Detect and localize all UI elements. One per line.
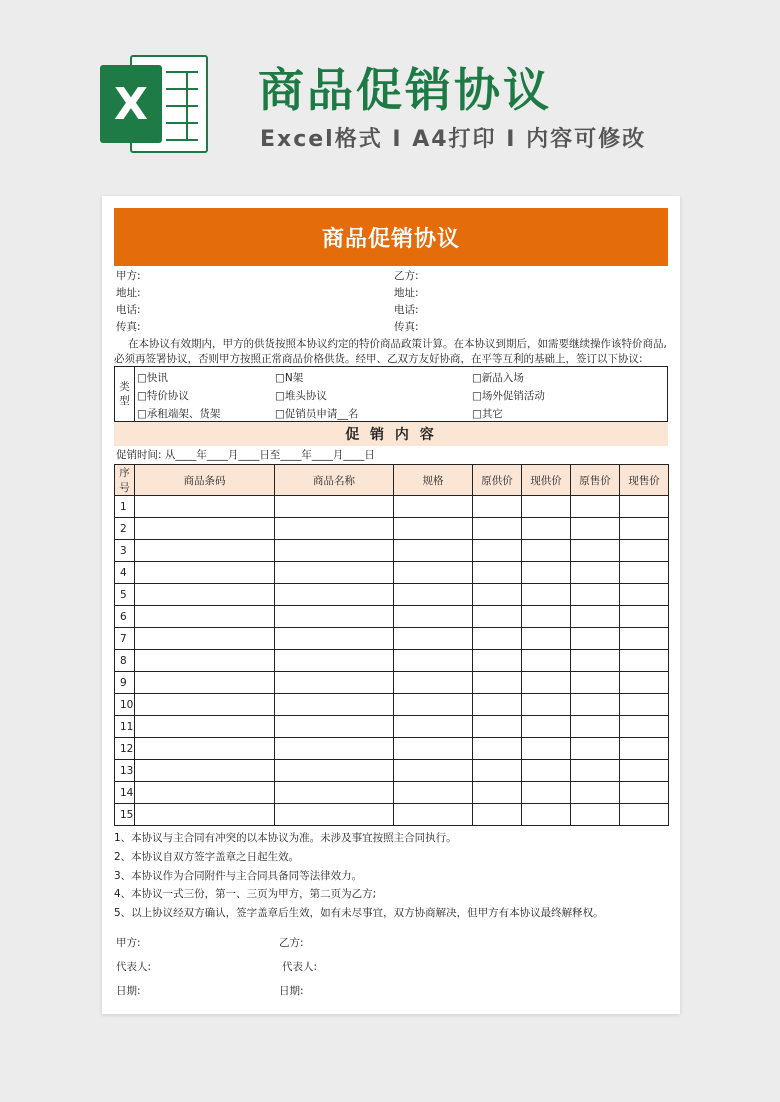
table-cell[interactable]: [522, 628, 571, 650]
table-cell[interactable]: [473, 606, 522, 628]
table-cell[interactable]: [620, 694, 669, 716]
table-cell[interactable]: [135, 650, 275, 672]
table-cell[interactable]: [571, 804, 620, 826]
table-cell[interactable]: [571, 628, 620, 650]
table-cell[interactable]: [620, 628, 669, 650]
col-header: 商品条码: [135, 465, 275, 496]
col-header: 原供价: [473, 465, 522, 496]
table-row: [115, 804, 669, 826]
table-cell[interactable]: [473, 716, 522, 738]
table-cell[interactable]: [135, 782, 275, 804]
row-number: 14: [115, 782, 135, 804]
table-cell[interactable]: [135, 716, 275, 738]
col-header: 序号: [115, 465, 135, 496]
table-row: [115, 562, 669, 584]
table-cell[interactable]: [394, 562, 473, 584]
row-number: 7: [115, 628, 135, 650]
table-cell[interactable]: [620, 584, 669, 606]
table-cell[interactable]: [135, 606, 275, 628]
col-header: 规格: [394, 465, 473, 496]
table-cell[interactable]: [620, 782, 669, 804]
table-cell[interactable]: [571, 562, 620, 584]
table-cell[interactable]: [275, 606, 394, 628]
table-cell[interactable]: [473, 628, 522, 650]
col-header: 原售价: [571, 465, 620, 496]
promotion-type-box: [114, 366, 668, 422]
table-cell[interactable]: [275, 694, 394, 716]
col-header: 现供价: [522, 465, 571, 496]
table-cell[interactable]: [522, 584, 571, 606]
page-subtitle: Excel格式 I A4打印 I 内容可修改: [260, 127, 647, 152]
table-cell[interactable]: [522, 760, 571, 782]
table-cell[interactable]: [620, 562, 669, 584]
table-cell[interactable]: [620, 760, 669, 782]
table-cell[interactable]: [275, 782, 394, 804]
table-cell[interactable]: [571, 694, 620, 716]
row-number: 11: [115, 716, 135, 738]
table-cell[interactable]: [571, 716, 620, 738]
product-table: [114, 464, 669, 826]
table-cell[interactable]: [571, 496, 620, 518]
table-cell[interactable]: [394, 782, 473, 804]
party-b-fax: 传真:: [394, 321, 419, 333]
row-number: 3: [115, 540, 135, 562]
table-cell[interactable]: [571, 518, 620, 540]
table-cell[interactable]: [571, 760, 620, 782]
table-cell[interactable]: [394, 650, 473, 672]
table-cell[interactable]: [571, 782, 620, 804]
table-cell[interactable]: [473, 804, 522, 826]
table-cell[interactable]: [135, 628, 275, 650]
term-item: 5、以上协议经双方确认，签字盖章后生效，如有未尽事宜，双方协商解决，但甲方有本协议最终解释权。: [114, 907, 604, 919]
table-cell[interactable]: [473, 540, 522, 562]
table-cell[interactable]: [275, 584, 394, 606]
document-page: [102, 196, 680, 1014]
table-cell[interactable]: [394, 540, 473, 562]
table-cell[interactable]: [473, 694, 522, 716]
table-cell[interactable]: [275, 716, 394, 738]
party-a-address: 地址:: [116, 287, 141, 299]
option-special-price-checkbox[interactable]: □特价协议: [137, 390, 189, 402]
row-number: 15: [115, 804, 135, 826]
table-cell[interactable]: [135, 694, 275, 716]
table-cell[interactable]: [473, 518, 522, 540]
sign-date-b: 日期:: [279, 985, 304, 997]
option-n-shelf-checkbox[interactable]: □N架: [275, 372, 304, 384]
table-row: [115, 518, 669, 540]
intro-line-1: 在本协议有效期内，甲方的供货按照本协议约定的特价商品政策计算。在本协议到期后，如需要继续操作该特价商品,: [128, 338, 667, 350]
row-number: 13: [115, 760, 135, 782]
table-cell[interactable]: [394, 694, 473, 716]
table-cell[interactable]: [394, 760, 473, 782]
table-cell[interactable]: [275, 518, 394, 540]
table-cell[interactable]: [135, 562, 275, 584]
table-cell[interactable]: [135, 760, 275, 782]
table-cell[interactable]: [275, 760, 394, 782]
table-row: [115, 760, 669, 782]
party-b-address: 地址:: [394, 287, 419, 299]
table-cell[interactable]: [522, 650, 571, 672]
excel-x-mark: X: [100, 65, 162, 143]
page-title: 商品促销协议: [258, 63, 552, 117]
table-cell[interactable]: [275, 562, 394, 584]
table-cell[interactable]: [135, 518, 275, 540]
table-cell[interactable]: [394, 804, 473, 826]
term-item: 2、本协议自双方签字盖章之日起生效。: [114, 851, 300, 863]
table-row: [115, 694, 669, 716]
table-cell[interactable]: [394, 716, 473, 738]
table-cell[interactable]: [522, 606, 571, 628]
table-cell[interactable]: [571, 606, 620, 628]
table-cell[interactable]: [571, 540, 620, 562]
option-lease-shelf-checkbox[interactable]: □承租端架、货架: [137, 408, 221, 420]
table-row: [115, 672, 669, 694]
table-cell[interactable]: [275, 804, 394, 826]
table-header-row: [115, 465, 669, 496]
table-cell[interactable]: [275, 540, 394, 562]
row-number: 5: [115, 584, 135, 606]
table-cell[interactable]: [473, 584, 522, 606]
table-cell[interactable]: [522, 694, 571, 716]
table-row: [115, 650, 669, 672]
table-cell[interactable]: [571, 584, 620, 606]
table-row: [115, 716, 669, 738]
table-cell[interactable]: [394, 738, 473, 760]
table-cell[interactable]: [620, 496, 669, 518]
page-header: [0, 0, 780, 190]
row-number: 4: [115, 562, 135, 584]
table-cell[interactable]: [620, 672, 669, 694]
table-cell[interactable]: [135, 496, 275, 518]
excel-icon: [100, 55, 208, 153]
sign-party-a: 甲方:: [116, 937, 141, 949]
row-number: 9: [115, 672, 135, 694]
table-cell[interactable]: [135, 804, 275, 826]
table-cell[interactable]: [275, 738, 394, 760]
table-cell[interactable]: [275, 650, 394, 672]
table-row: [115, 540, 669, 562]
table-row: [115, 628, 669, 650]
table-cell[interactable]: [275, 672, 394, 694]
table-cell[interactable]: [571, 672, 620, 694]
row-number: 10: [115, 694, 135, 716]
intro-line-2: 必须再签署协议，否则甲方按照正常商品价格供货。经甲、乙双方友好协商，在平等互利的基础上，签订以下协议:: [114, 353, 643, 365]
row-number: 1: [115, 496, 135, 518]
table-cell[interactable]: [135, 540, 275, 562]
party-b-phone: 电话:: [394, 304, 419, 316]
table-cell[interactable]: [620, 650, 669, 672]
table-cell[interactable]: [473, 672, 522, 694]
document-banner: 商品促销协议: [114, 208, 668, 266]
table-cell[interactable]: [394, 628, 473, 650]
table-cell[interactable]: [620, 804, 669, 826]
table-cell[interactable]: [394, 672, 473, 694]
table-row: [115, 782, 669, 804]
table-cell[interactable]: [620, 606, 669, 628]
table-cell[interactable]: [394, 496, 473, 518]
table-cell[interactable]: [135, 738, 275, 760]
table-cell[interactable]: [522, 562, 571, 584]
table-cell[interactable]: [620, 518, 669, 540]
table-cell[interactable]: [522, 804, 571, 826]
table-cell[interactable]: [473, 496, 522, 518]
table-row: [115, 496, 669, 518]
table-cell[interactable]: [522, 518, 571, 540]
table-cell[interactable]: [135, 672, 275, 694]
table-cell[interactable]: [275, 496, 394, 518]
table-cell[interactable]: [394, 606, 473, 628]
table-cell[interactable]: [473, 738, 522, 760]
table-row: [115, 606, 669, 628]
table-cell[interactable]: [394, 518, 473, 540]
table-cell[interactable]: [522, 672, 571, 694]
table-cell[interactable]: [135, 584, 275, 606]
table-cell[interactable]: [394, 584, 473, 606]
row-number: 8: [115, 650, 135, 672]
section-title: 促 销 内 容: [114, 422, 668, 446]
row-number: 12: [115, 738, 135, 760]
table-cell[interactable]: [522, 716, 571, 738]
table-cell[interactable]: [620, 540, 669, 562]
table-cell[interactable]: [473, 562, 522, 584]
term-item: 1、本协议与主合同有冲突的以本协议为准。未涉及事宜按照主合同执行。: [114, 832, 457, 844]
table-row: [115, 738, 669, 760]
party-a-fax: 传真:: [116, 321, 141, 333]
table-cell[interactable]: [571, 738, 620, 760]
table-cell[interactable]: [522, 540, 571, 562]
party-a-phone: 电话:: [116, 304, 141, 316]
party-a-label: 甲方:: [116, 270, 141, 282]
party-b-label: 乙方:: [394, 270, 419, 282]
table-row: [115, 584, 669, 606]
option-outdoor-promo-checkbox[interactable]: □场外促销活动: [472, 390, 545, 402]
table-cell[interactable]: [571, 650, 620, 672]
table-cell[interactable]: [275, 628, 394, 650]
table-cell[interactable]: [473, 782, 522, 804]
table-cell[interactable]: [620, 738, 669, 760]
term-item: 3、本协议作为合同附件与主合同具备同等法律效力。: [114, 870, 363, 882]
col-header: 现售价: [620, 465, 669, 496]
row-number: 6: [115, 606, 135, 628]
term-item: 4、本协议一式三份，第一、三页为甲方，第二页为乙方;: [114, 888, 377, 900]
option-end-display-checkbox[interactable]: □堆头协议: [275, 390, 327, 402]
promotion-period: 促销时间: 从____年____月____日至____年____月____日: [116, 449, 375, 461]
table-cell[interactable]: [522, 782, 571, 804]
sign-party-b: 乙方:: [279, 937, 304, 949]
sign-rep-a: 代表人:: [116, 961, 152, 973]
option-promoter-checkbox[interactable]: □促销员申请__名: [275, 408, 359, 420]
sign-rep-b: 代表人:: [282, 961, 318, 973]
table-cell[interactable]: [473, 760, 522, 782]
table-cell[interactable]: [522, 738, 571, 760]
sign-date-a: 日期:: [116, 985, 141, 997]
table-cell[interactable]: [473, 650, 522, 672]
option-other-checkbox[interactable]: □其它: [472, 408, 503, 420]
row-number: 2: [115, 518, 135, 540]
type-label: 类 型: [115, 367, 135, 421]
table-cell[interactable]: [620, 716, 669, 738]
col-header: 商品名称: [275, 465, 394, 496]
table-cell[interactable]: [522, 496, 571, 518]
option-flyer-checkbox[interactable]: □快讯: [137, 372, 168, 384]
option-new-product-checkbox[interactable]: □新品入场: [472, 372, 524, 384]
